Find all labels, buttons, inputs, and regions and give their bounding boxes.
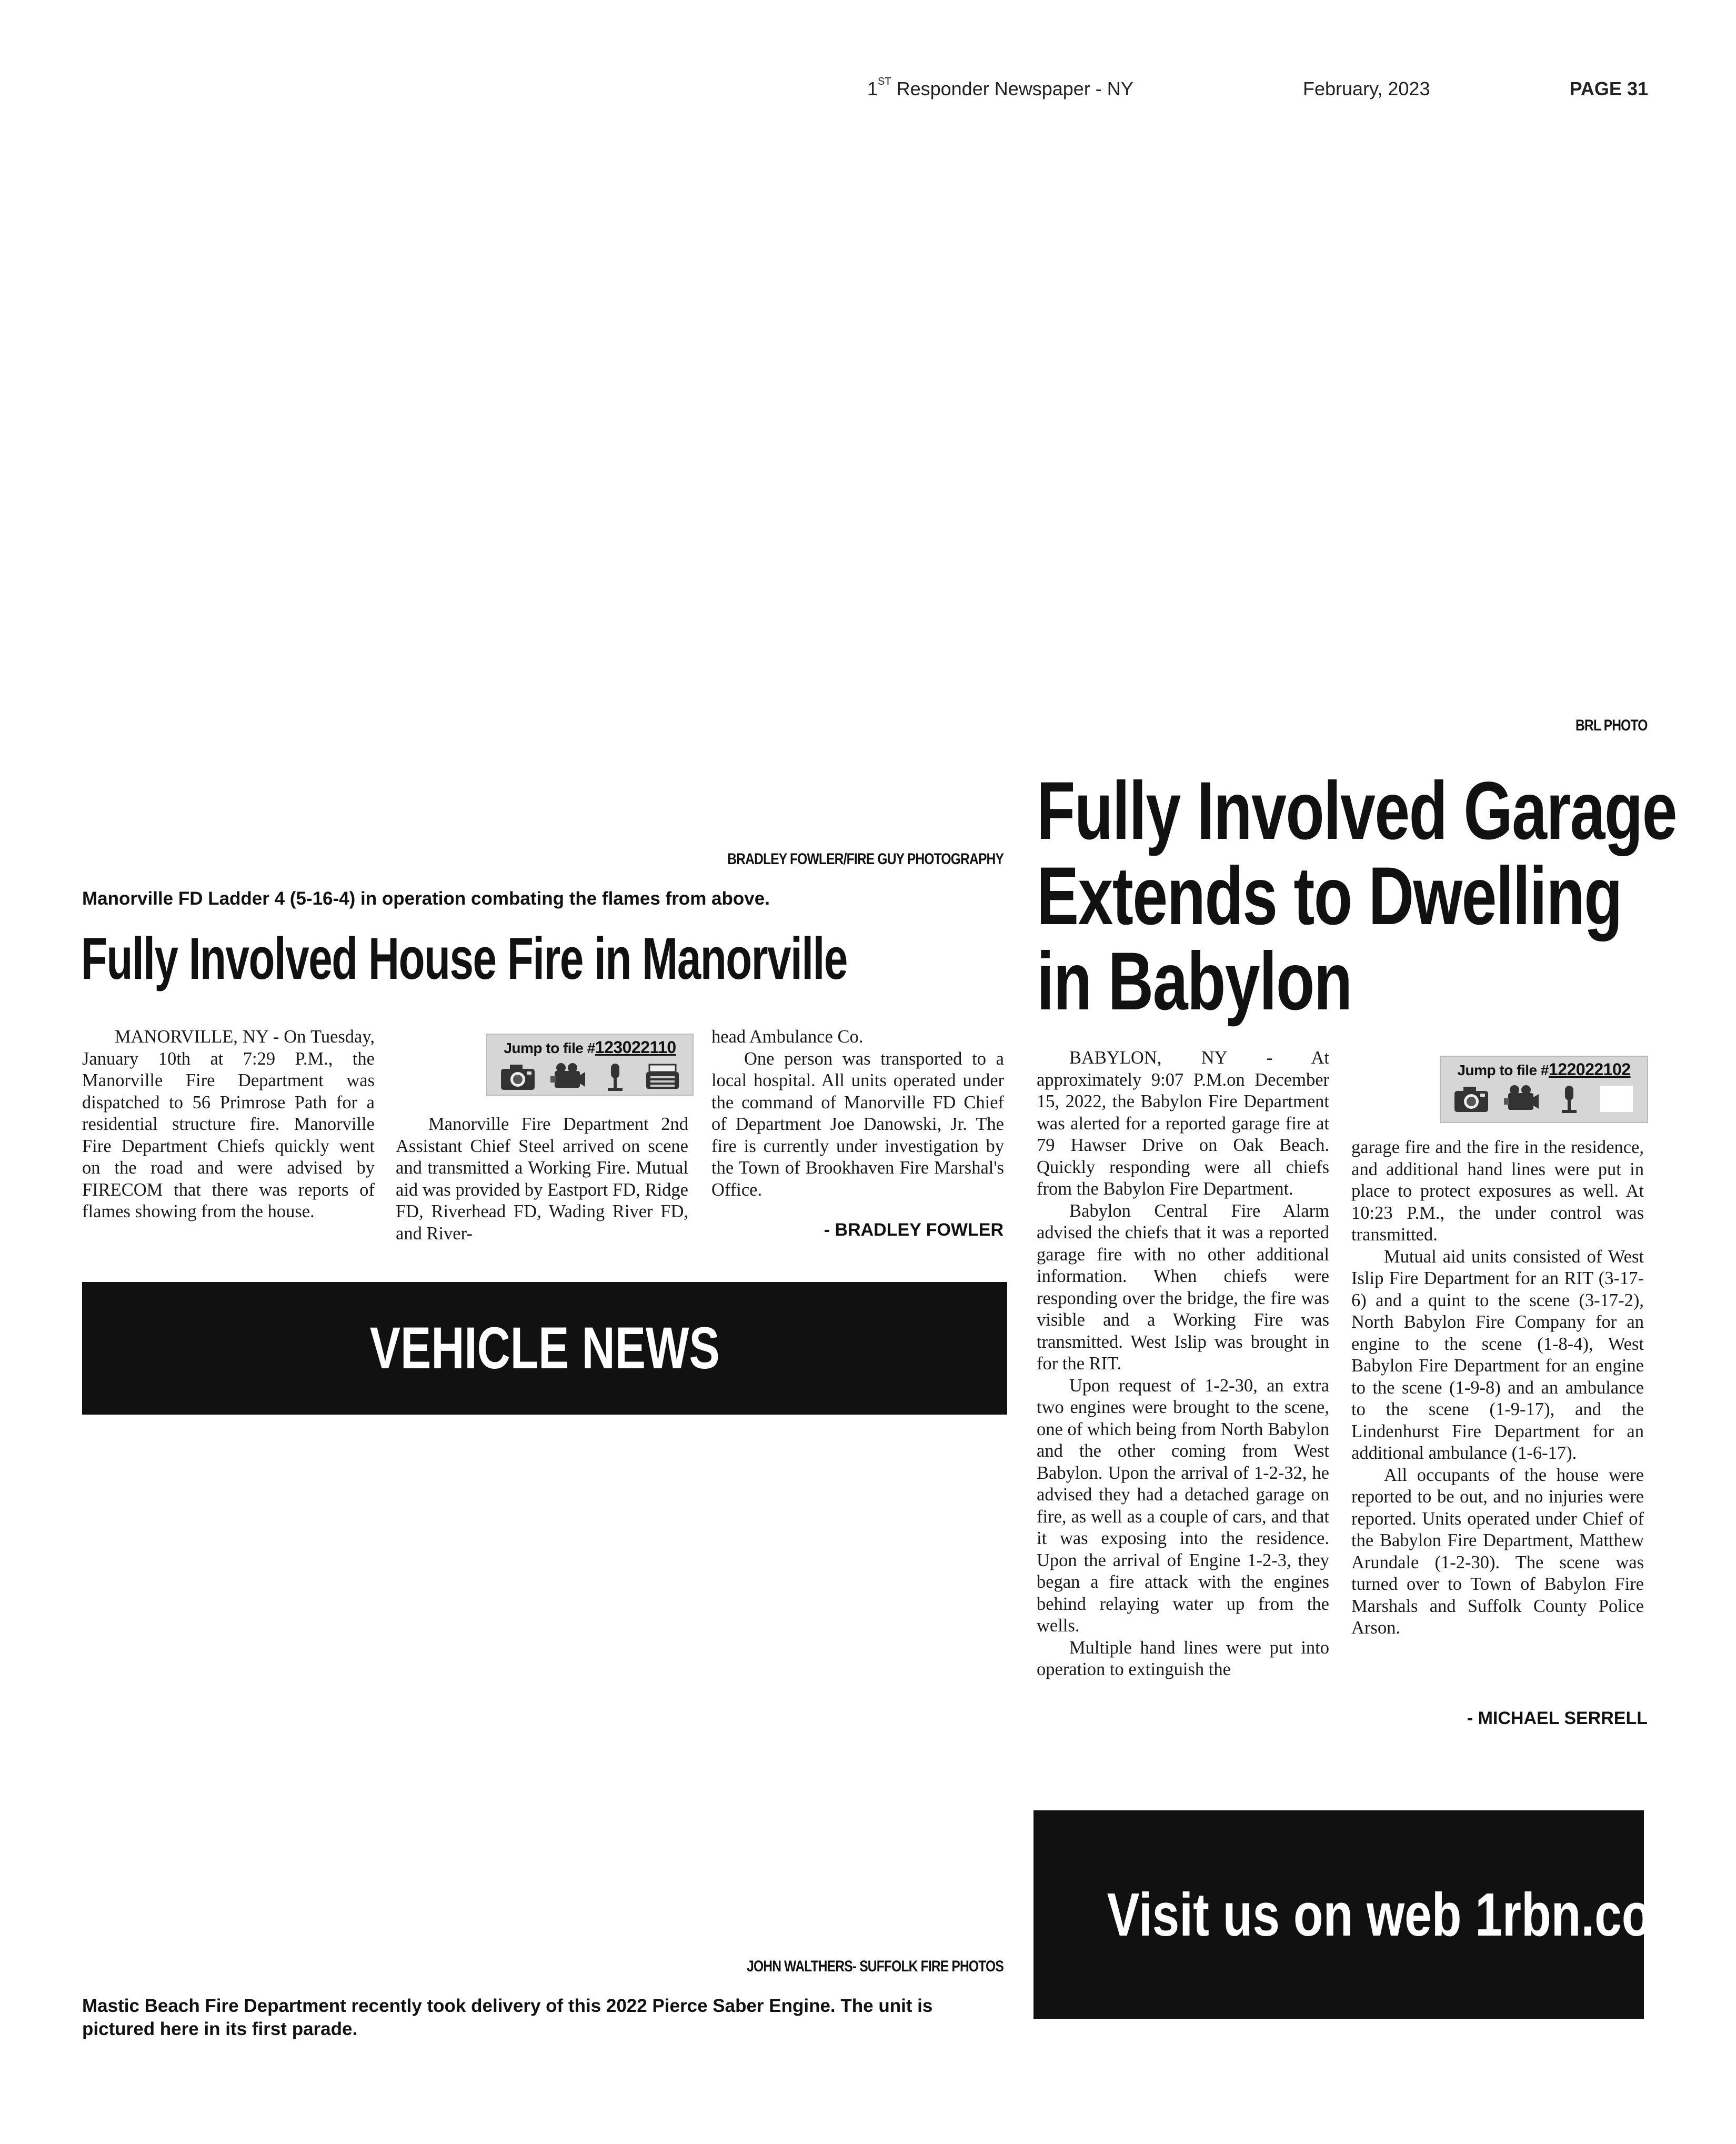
babylon-jump-to-file[interactable] — [1440, 1056, 1648, 1123]
babylon-headline — [1037, 765, 1677, 1027]
babylon-column-1 — [1037, 1047, 1329, 1681]
manorville-paragraph: MANORVILLE, NY - On Tuesday, January 10th at 7:29 P.M., the Manorville Fire Department was dispatched to 56 Primrose Path for a residential structure fire. Manorville Fire Department Chiefs quickly went on the road and were advised by FIRECOM that there was reports of flames showing from the house. — [82, 1027, 375, 1221]
jump-file-number: 122022102 — [1548, 1060, 1631, 1079]
jump-label-text: Jump to file # — [504, 1040, 595, 1056]
manorville-photo-credit: BRADLEY FOWLER/FIRE GUY PHOTOGRAPHY — [727, 850, 1004, 868]
page-number: PAGE 31 — [1569, 78, 1648, 99]
babylon-headline-line-3: in Babylon — [1037, 936, 1352, 1027]
microphone-icon — [1553, 1084, 1585, 1114]
typewriter-icon — [644, 1061, 681, 1092]
manorville-headline: Fully Involved House Fire in Manorville — [81, 926, 847, 991]
blank-icon — [1598, 1084, 1635, 1114]
babylon-paragraph: Upon request of 1-2-30, an extra two engines were brought to the scene, one of which being from North Babylon and the other coming from West Babylon. Upon the arrival of 1-2-32, he advised they had a detached garage on fire, as well as a couple of cars, and that it was exposing into the residence. Upon the arrival of Engine 1-2-3, they began a fire attack with the engines behind relaying water up from the wells. — [1037, 1375, 1329, 1636]
web-banner-text: Visit us on web 1rbn.com — [1107, 1880, 1695, 1949]
manorville-column-2 — [396, 1114, 688, 1245]
manorville-paragraph: head Ambulance Co. — [711, 1027, 864, 1047]
manorville-paragraph: One person was transported to a local hospital. All units operated under the command of Manorville FD Chief of Department Joe Danowski, Jr. The fire is currently under investigation by the Town of Brookhaven Fire Marshal's Office. — [711, 1048, 1004, 1200]
jump-to-file-label — [487, 1038, 693, 1057]
babylon-column-2 — [1351, 1137, 1644, 1639]
vehicle-news-label: VEHICLE NEWS — [369, 1315, 720, 1381]
newspaper-name — [867, 78, 1133, 100]
camera-icon — [499, 1061, 536, 1092]
jump-file-number: 123022110 — [595, 1038, 676, 1057]
video-camera-icon — [549, 1061, 586, 1092]
vehicle-photo-credit: JOHN WALTHERS- SUFFOLK FIRE PHOTOS — [747, 1958, 1004, 1975]
manorville-jump-to-file[interactable] — [486, 1034, 694, 1096]
web-banner[interactable] — [1033, 1810, 1695, 2019]
babylon-paragraph: garage fire and the fire in the residence, and additional hand lines were put in place to protect exposures as well. At 10:23 P.M., the under control was transmitted. — [1351, 1137, 1644, 1245]
babylon-headline-line-2: Extends to Dwelling — [1037, 850, 1622, 942]
newspaper-name-sup: ST — [878, 76, 891, 87]
manorville-byline: - BRADLEY FOWLER — [824, 1220, 1004, 1240]
microphone-icon — [599, 1061, 631, 1092]
babylon-paragraph: Babylon Central Fire Alarm advised the chiefs that it was a reported garage fire with no other additional information. When chiefs were responding over the bridge, the fire was visible and a Working Fire was transmitted. West Islip was brought in for the RIT. — [1037, 1200, 1329, 1374]
jump-label-text: Jump to file # — [1457, 1062, 1549, 1078]
babylon-paragraph: Multiple hand lines were put into operation to extinguish the — [1037, 1637, 1329, 1679]
newspaper-name-rest: Responder Newspaper - NY — [891, 78, 1133, 99]
media-icons — [487, 1057, 693, 1092]
video-camera-icon — [1503, 1084, 1540, 1114]
babylon-paragraph: All occupants of the house were reported to be out, and no injuries were reported. Units operated under Chief of the Babylon Fire Department, Matthew Arundale (1-2-30). The scene was turned over to Town of Babylon Fire Marshals and Suffolk County Police Arson. — [1351, 1465, 1644, 1638]
media-icons — [1441, 1079, 1647, 1114]
jump-to-file-label — [1441, 1060, 1647, 1079]
vehicle-photo-caption: Mastic Beach Fire Department recently took delivery of this 2022 Pierce Saber Engine. The unit is pictured here in its first parade. — [82, 1996, 933, 2039]
newspaper-name-prefix: 1 — [867, 78, 878, 99]
babylon-headline-line-1: Fully Involved Garage — [1037, 765, 1677, 857]
camera-icon — [1453, 1084, 1490, 1114]
manorville-paragraph: Manorville Fire Department 2nd Assistant Chief Steel arrived on scene and transmitted a Working Fire. Mutual aid was provided by Eastport FD, Ridge FD, Riverhead FD, Wading River FD, and River- — [396, 1114, 688, 1244]
vehicle-news-banner — [82, 1282, 1007, 1415]
babylon-byline: - MICHAEL SERRELL — [1467, 1708, 1648, 1728]
manorville-column-1 — [82, 1026, 375, 1223]
issue-date: February, 2023 — [1303, 78, 1430, 99]
top-photo-credit: BRL PHOTO — [1576, 717, 1648, 734]
babylon-paragraph: BABYLON, NY - At approximately 9:07 P.M.on December 15, 2022, the Babylon Fire Department was alerted for a reported garage fire at 79 Hawser Drive on Oak Beach. Quickly responding were all chiefs from the Babylon Fire Department. — [1037, 1048, 1329, 1199]
manorville-column-3 — [711, 1026, 1004, 1201]
manorville-photo-caption: Manorville FD Ladder 4 (5-16-4) in operation combating the flames from above. — [82, 888, 770, 909]
babylon-paragraph: Mutual aid units consisted of West Islip Fire Department for an RIT (3-17-6) and a quint to the scene (3-17-2), North Babylon Fire Company for an engine to the scene (1-8-4), West Babylon Fire Department for an engine to the scene (1-9-8) and an ambulance to the scene (1-9-17), and the Lindenhurst Fire Department for an additional ambulance (1-6-17). — [1351, 1246, 1644, 1463]
